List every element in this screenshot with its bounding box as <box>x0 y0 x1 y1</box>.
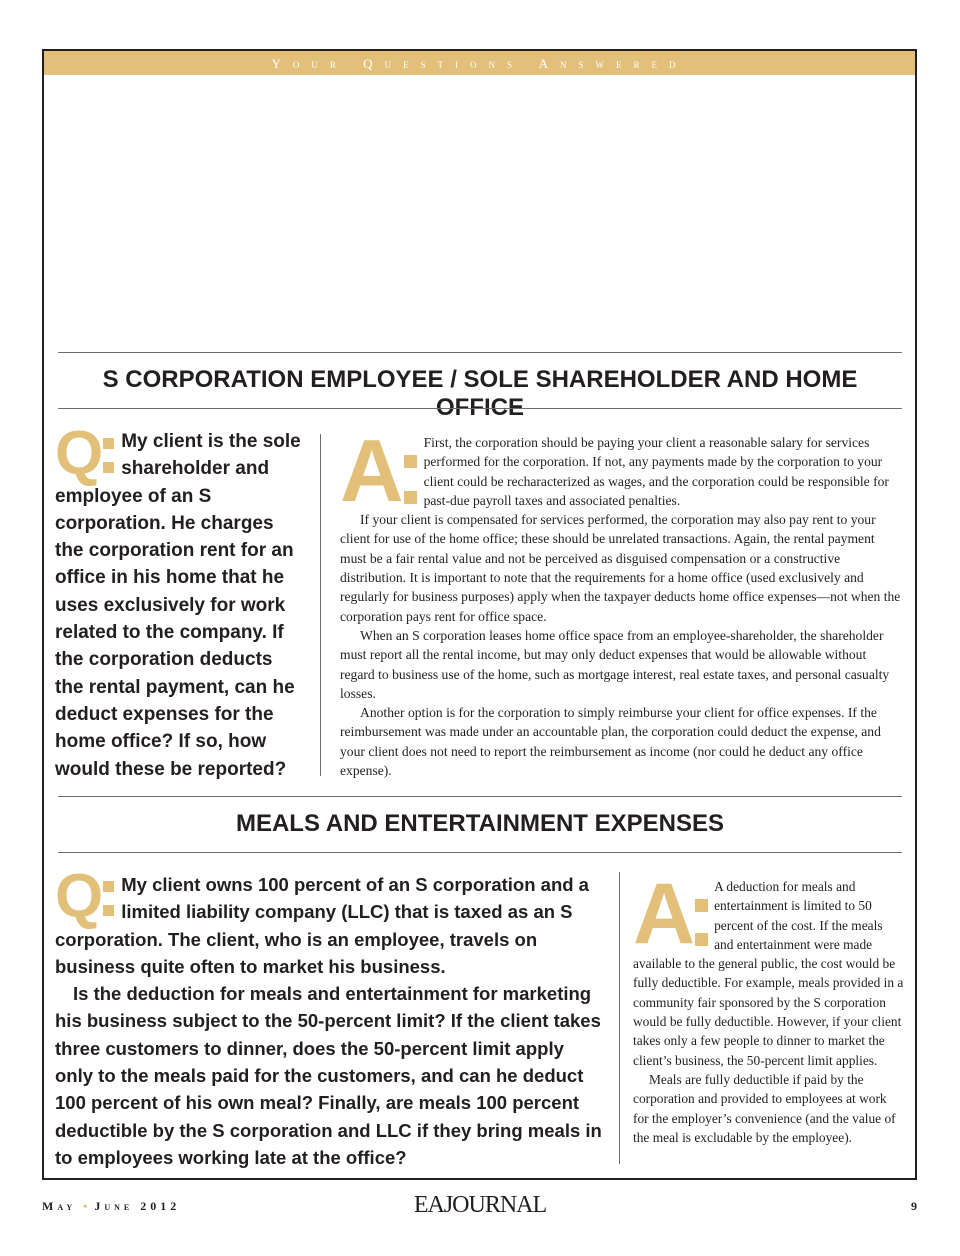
section2-title: MEALS AND ENTERTAINMENT EXPENSES <box>235 810 725 837</box>
section2-question-block <box>55 862 603 1171</box>
divider <box>58 852 902 853</box>
section2-answer-block <box>633 866 905 1147</box>
section2-question-p1: My client owns 100 percent of an S corporation and a limited liability company (LLC) that is taxed as an S corporation. The client, who is an employee, travels on business quite often to market his business. <box>55 874 589 977</box>
dropcap-colon <box>103 428 115 480</box>
section1-title: S CORPORATION EMPLOYEE / SOLE SHAREHOLDER AND HOME OFFICE <box>102 366 858 421</box>
answer-paragraph: When an S corporation leases home office space from an employee-shareholder, the shareholder must report all the rental income, but may only deduct expenses that would be allowable without regard to business use of the home, such as mortgage interest, real estate taxes, and personal casualty losses. <box>340 627 890 701</box>
section1-question-block <box>55 419 305 783</box>
divider <box>58 352 902 353</box>
column-divider <box>320 434 321 776</box>
issue-month: May <box>42 1199 77 1213</box>
banner <box>44 51 915 75</box>
answer-paragraph: First, the corporation should be paying your client a reasonable salary for services performed for the corporation. If not, any payments made by the corporation to your client could be recharacterized as wages, and the corporation could be responsible for past-due payroll taxes and associated penalties. <box>423 435 889 508</box>
answer-paragraph: If your client is compensated for services performed, the corporation may also pay rent to your client for use of the home office; these should be unrelated transactions. Again, the rental payment must be a fair rental value and not be perceived as disguised compensation or a constructive distribution. It is important to note that the requirements for a home office (used exclusively and regularly for business purposes) apply when the taxpayer deducts home office expenses—not when the corporation pays rent for office space. <box>340 512 901 624</box>
answer-paragraph: Another option is for the corporation to simply reimburse your client for office expenses. If the reimbursement was made under an accountable plan, the corporation could deduct the expense, and your client does not need to report the reimbursement as income (nor could he deduct any office expense). <box>340 705 881 779</box>
q-dropcap: Q <box>55 419 104 488</box>
section1-question: My client is the sole shareholder and employee of an S corporation. He charges the corporation rent for an office in his home that he uses exclusively for work related to the company. If the corporation deducts the rental payment, can he deduct expenses for the home office? If so, how would these be reported? <box>55 431 301 780</box>
a-dropcap: A <box>633 866 696 962</box>
divider <box>58 408 902 409</box>
q-dropcap: Q <box>55 862 104 931</box>
section2-question-p2: Is the deduction for meals and entertainment for marketing his business subject to the 50-percent limit? If the client takes three customers to dinner, does the 50-percent limit apply only to the meals paid for the customers, and can he deduct 100 percent of his own meal? Finally, are meals 100 percent deductible by the S corporation and LLC if they bring meals in to employees working late at the office? <box>55 983 602 1168</box>
page-number: 9 <box>911 1199 917 1213</box>
journal-logo: EAJOURNAL <box>413 1192 547 1218</box>
divider <box>58 796 902 797</box>
section1-answer-block <box>340 421 902 780</box>
issue-dot: • <box>83 1199 88 1213</box>
column-divider <box>619 872 620 1164</box>
dropcap-colon <box>404 433 418 509</box>
dropcap-colon <box>695 877 709 951</box>
dropcap-colon <box>103 871 115 923</box>
a-dropcap: A <box>340 421 404 520</box>
answer-paragraph: A deduction for meals and entertainment is limited to 50 percent of the cost. If the meals and entertainment were made available to the general public, the cost would be fully deductible. For example, meals provided in a community fair sponsored by the S corporation would be fully deductible. However, if your client takes only a few people to dinner to market the client’s business, the 50-percent limit applies. <box>633 879 904 1068</box>
issue-date <box>42 1199 180 1214</box>
answer-paragraph: Meals are fully deductible if paid by the corporation and provided to employees at work for the employer’s convenience (and the value of the meal is excludable by the employee). <box>633 1071 896 1145</box>
banner-text: Your Questions Answered <box>271 56 688 71</box>
issue-year: June 2012 <box>94 1199 181 1213</box>
